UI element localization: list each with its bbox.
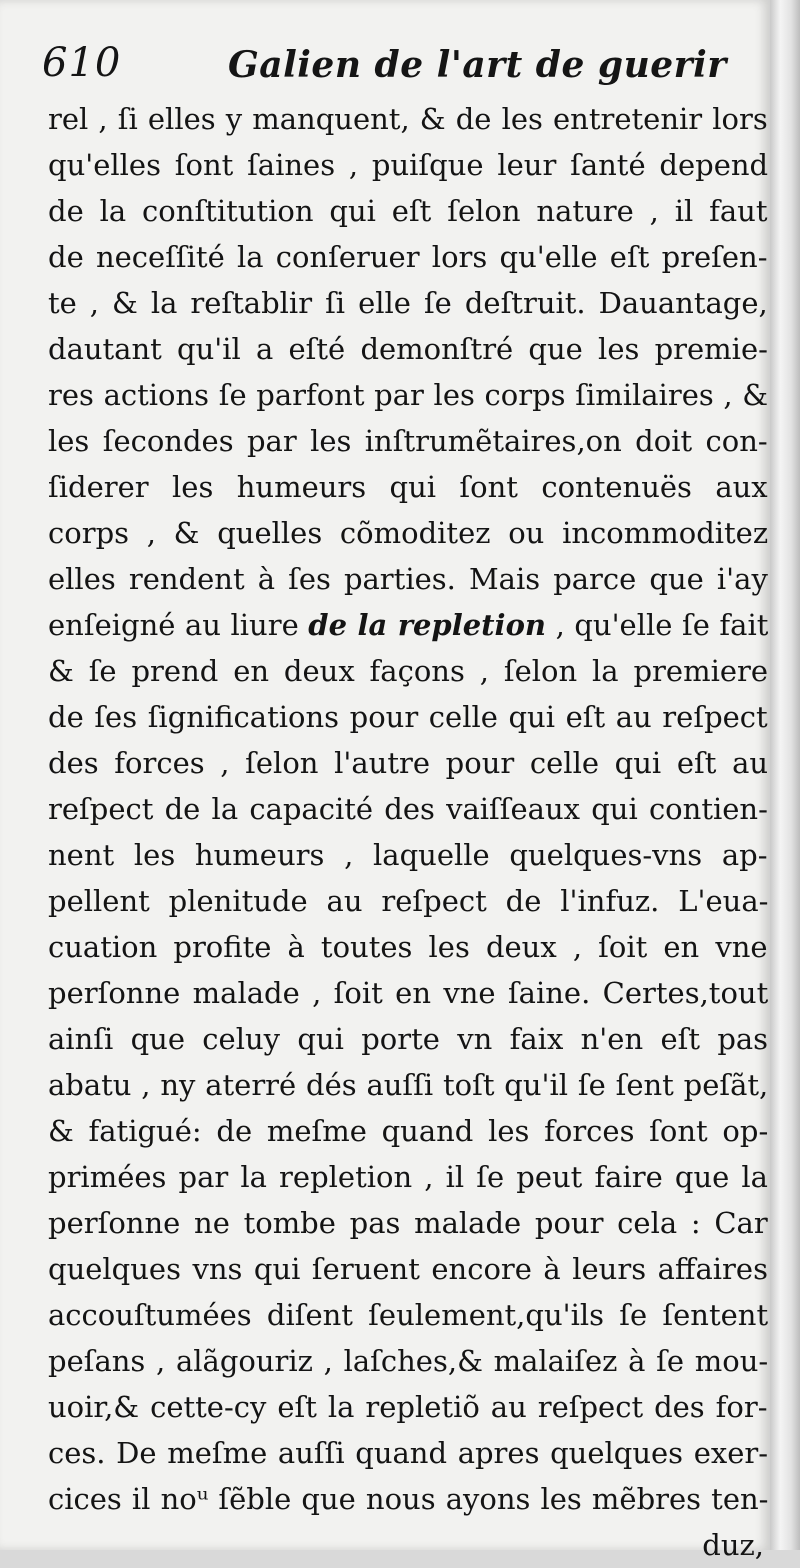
text-line: corps , & quelles cõmoditez ou incommoditez xyxy=(48,516,768,550)
body-text xyxy=(48,96,768,1568)
text-line: te , & la reſtablir ſi elle ſe deſtruit. Dauantage, xyxy=(48,286,768,320)
text-line: de ſes ſignifications pour celle qui eſt au reſpect xyxy=(48,700,768,734)
text-line: & fatigué: de meſme quand les forces ſont op- xyxy=(48,1114,768,1148)
text-line: rel , ſi elles y manquent, & de les entretenir lors xyxy=(48,102,768,136)
page-number: 610 xyxy=(42,40,122,86)
text-line: elles rendent à ſes parties. Mais parce que i'ay xyxy=(48,562,768,596)
text-line: ſiderer les humeurs qui ſont contenuës aux xyxy=(48,470,768,504)
text-line: reſpect de la capacité des vaiſſeaux qui contien- xyxy=(48,792,768,826)
text-line: perſonne ne tombe pas malade pour cela : Car xyxy=(48,1206,768,1240)
text-line: duz, xyxy=(702,1528,764,1562)
text-line: qu'elles ſont ſaines , puiſque leur ſanté depend xyxy=(48,148,768,182)
italic-title: de la repletion xyxy=(308,608,547,642)
running-title: Galien de l'art de guerir xyxy=(228,44,727,86)
text-line: cuation profite à toutes les deux , ſoit en vne xyxy=(48,930,768,964)
text-line: abatu , ny aterré dés auſſi toſt qu'il ſe ſent peſãt, xyxy=(48,1068,768,1102)
text-line: uoir,& cette-cy eſt la repletiõ au reſpect des for- xyxy=(48,1390,768,1424)
text-line: pellent plenitude au reſpect de l'infuz. L'eua- xyxy=(48,884,768,918)
text-line: nent les humeurs , laquelle quelques-vns ap- xyxy=(48,838,768,872)
text-line: perſonne malade , ſoit en vne ſaine. Certes,tout xyxy=(48,976,768,1010)
text-line: de la conſtitution qui eſt ſelon nature , il faut xyxy=(48,194,768,228)
text-line: accouſtumées diſent ſeulement,qu'ils ſe ſentent xyxy=(48,1298,768,1332)
page-header xyxy=(42,40,742,100)
text-line xyxy=(48,602,768,648)
text-line-end: , qu'elle ſe fait xyxy=(546,608,768,642)
text-line: primées par la repletion , il ſe peut faire que la xyxy=(48,1160,768,1194)
text-line: peſans , alãgouriz , laſches,& malaiſez à ſe mou- xyxy=(48,1344,768,1378)
text-line: res actions ſe parfont par les corps ſimilaires , & xyxy=(48,378,768,412)
text-line: & ſe prend en deux façons , ſelon la premiere xyxy=(48,654,768,688)
text-line: de neceſſité la conſeruer lors qu'elle eſt preſen- xyxy=(48,240,768,274)
text-line: les ſecondes par les inſtrumẽtaires,on doit con- xyxy=(48,424,768,458)
text-line: ainſi que celuy qui porte vn faix n'en eſt pas xyxy=(48,1022,768,1056)
text-line: cices il noᵘ ſẽble que nous ayons les mẽbres ten- xyxy=(48,1482,768,1516)
text-line: dautant qu'il a eſté demonſtré que les premie- xyxy=(48,332,768,366)
text-line-start: enſeigné au liure xyxy=(48,608,309,642)
text-line: quelques vns qui ſeruent encore à leurs affaires xyxy=(48,1252,768,1286)
text-line: ces. De meſme auſſi quand apres quelques exer- xyxy=(48,1436,768,1470)
page-edge xyxy=(770,0,800,1550)
text-line: des forces , ſelon l'autre pour celle qui eſt au xyxy=(48,746,768,780)
